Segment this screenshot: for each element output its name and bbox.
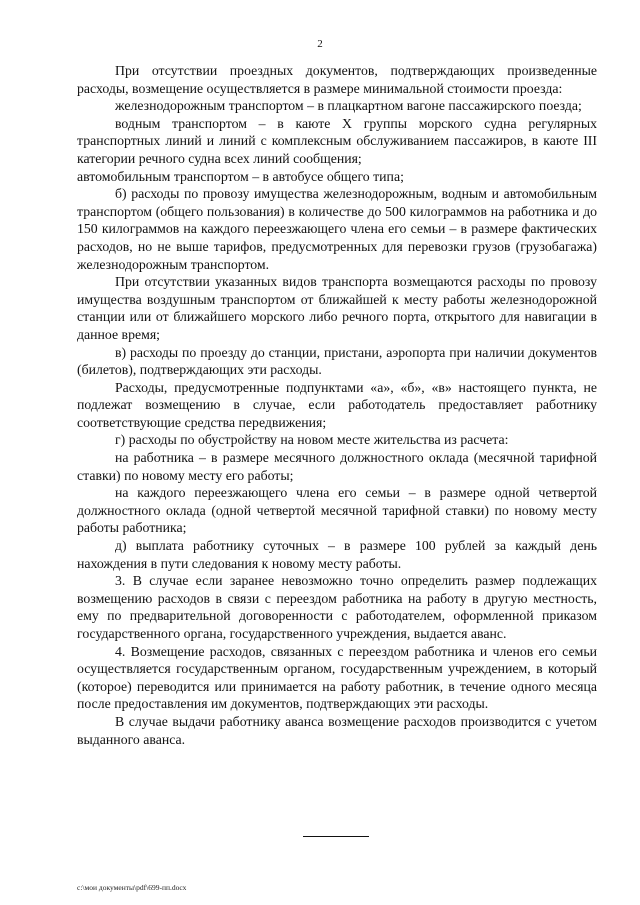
- end-separator-line: [303, 836, 369, 837]
- paragraph: на каждого переезжающего члена его семьи – в размере одной четвертой должностного оклада (одной четвертой месячной тарифной ставки) по новому месту работы работника;: [77, 485, 597, 536]
- page-number: 2: [317, 38, 323, 50]
- paragraph: г) расходы по обустройству на новом месте жительства из расчета:: [115, 432, 509, 448]
- paragraph: на работника – в размере месячного должностного оклада (месячной тарифной ставки) по новому месту его работы;: [77, 450, 597, 483]
- paragraph: При отсутствии указанных видов транспорта возмещаются расходы по провозу имущества воздушным транспортом от ближайшей к месту работы железнодорожной станции или от ближайшего морского либо речного порта, открытого для навигации в данное время;: [77, 274, 597, 342]
- paragraph: железнодорожным транспортом – в плацкартном вагоне пассажирского поезда;: [115, 98, 582, 114]
- paragraph: 4. Возмещение расходов, связанных с переездом работника и членов его семьи осуществляется государственным органом, государственным учреждением, в который (которое) переводится или принимается на работу работник, в течение одного месяца после предоставления им документов, подтверждающих эти расходы.: [77, 643, 597, 712]
- paragraph: автомобильным транспортом – в автобусе общего типа;: [77, 168, 404, 184]
- paragraph: в) расходы по проезду до станции, пристани, аэропорта при наличии документов (билетов), подтверждающих эти расходы.: [77, 344, 597, 378]
- paragraph: При отсутствии проездных документов, подтверждающих произведенные расходы, возмещение осуществляется в размере минимальной стоимости проезда:: [77, 63, 597, 96]
- paragraph: В случае выдачи работнику аванса возмещение расходов производится с учетом выданного аванса.: [77, 713, 597, 747]
- document-body: [77, 62, 597, 748]
- paragraph: д) выплата работнику суточных – в размере 100 рублей за каждый день нахождения в пути следования к новому месту работы.: [77, 538, 597, 571]
- footer-file-path: c:\мои документы\pdf\699-пп.docx: [77, 883, 187, 892]
- paragraph: б) расходы по провозу имущества железнодорожным, водным и автомобильным транспортом (общего пользования) в количестве до 500 килограммов на работника и до 150 килограммов на каждого переезжающего члена его семьи – в размере фактических расходов, но не выше тарифов, предусмотренных для перевозки грузов (грузобагажа) железнодорожным транспортом.: [77, 186, 597, 272]
- paragraph: 3. В случае если заранее невозможно точно определить размер подлежащих возмещению расходов в связи с переездом работника на работу в другую местность, ему по предварительной договоренности с работодателем, оформленной приказом государственного органа, государственного учреждения, выдается аванс.: [77, 573, 597, 641]
- paragraph: водным транспортом – в каюте X группы морского судна регулярных транспортных линий и линий с комплексным обслуживанием пассажиров, в каюте III категории речного судна всех линий сообщения;: [77, 115, 597, 166]
- paragraph: Расходы, предусмотренные подпунктами «а», «б», «в» настоящего пункта, не подлежат возмещению в случае, если работодатель предоставляет работнику соответствующие средства передвижения;: [77, 379, 597, 430]
